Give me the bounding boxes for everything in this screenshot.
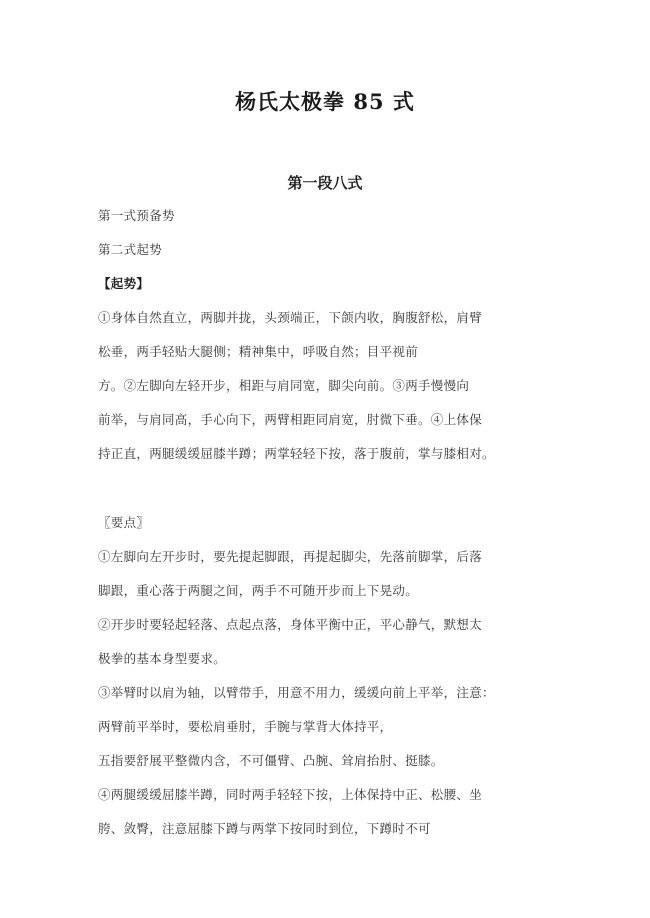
page-title: 杨氏太极拳 85 式 (235, 89, 415, 114)
text-line: 极拳的基本身型要求。 (98, 651, 227, 666)
section-title: 第一段八式 (287, 174, 363, 192)
subheading: 【起势】 (98, 276, 150, 291)
text-line: 松垂，两手轻贴大腿侧；精神集中，呼吸自然；目平视前 (98, 344, 419, 359)
text-line: 第二式起势 (98, 242, 163, 257)
text-line: ①左脚向左开步时，要先提起脚跟，再提起脚尖，先落前脚掌，后落 (98, 549, 483, 564)
text-line: 胯、敛臀，注意屈膝下蹲与两掌下按同时到位，下蹲时不可 (98, 821, 431, 836)
text-line: 第一式预备势 (98, 208, 175, 223)
text-line: ②开步时要轻起轻落、点起点落，身体平衡中正，平心静气，默想太 (98, 617, 483, 632)
subheading: 〖要点〗 (98, 515, 150, 530)
text-line: 两臂前平举时，要松肩垂肘，手腕与掌背大体持平， (98, 719, 393, 734)
text-line: ③举臂时以肩为轴，以臂带手，用意不用力，缓缓向前上平举，注意： (98, 685, 495, 700)
text-line: 五指要舒展平整微内含，不可僵臂、凸腕、耸肩抬肘、挺膝。 (98, 753, 444, 768)
text-line: 方。②左脚向左轻开步，相距与肩同宽，脚尖向前。③两手慢慢向 (98, 378, 470, 393)
text-line: 脚跟，重心落于两腿之间，两手不可随开步而上下晃动。 (98, 583, 419, 598)
text-line: 前举，与肩同高，手心向下，两臂相距同肩宽，肘微下垂。④上体保 (98, 412, 483, 427)
text-line: ①身体自然直立，两脚并拢，头颈端正，下颌内收，胸腹舒松，肩臂 (98, 310, 483, 325)
text-line: ④两腿缓缓屈膝半蹲，同时两手轻轻下按，上体保持中正、松腰、坐 (98, 787, 483, 802)
text-line: 持正直，两腿缓缓屈膝半蹲；两掌轻轻下按，落于腹前，掌与膝相对。 (98, 446, 495, 461)
